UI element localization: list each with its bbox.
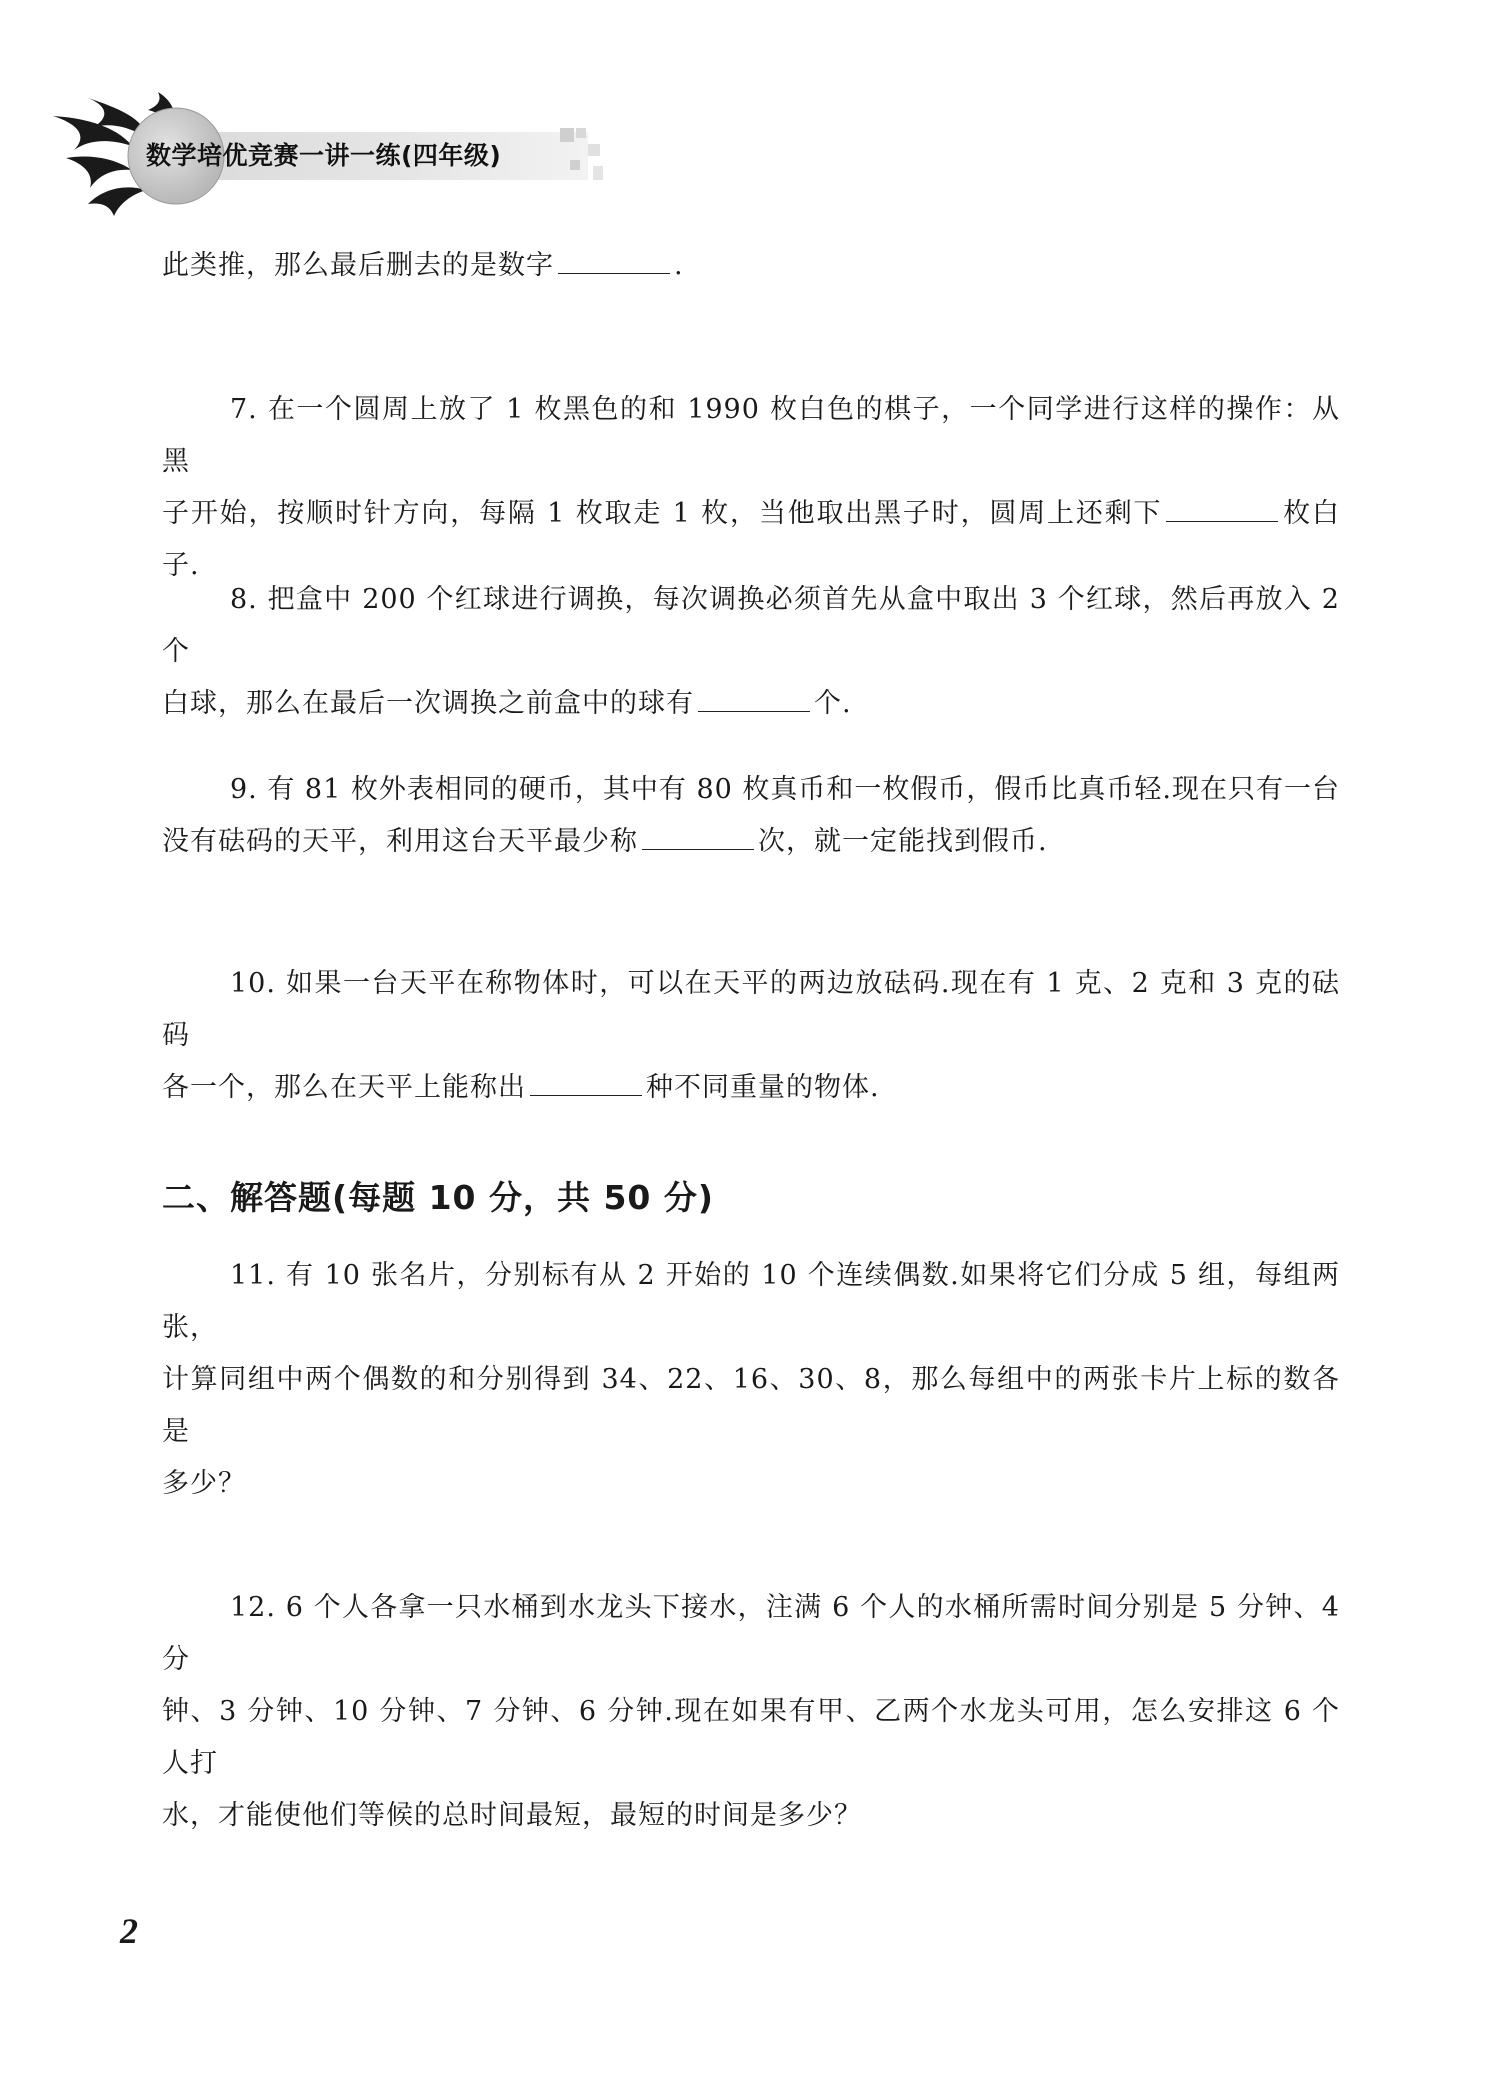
q7-line1: 7. 在一个圆周上放了 1 枚黑色的和 1990 枚白色的棋子，一个同学进行这样的操作：从黑 [162,394,1340,477]
q9-line1: 9. 有 81 枚外表相同的硬币，其中有 80 枚真币和一枚假币，假币比真币轻.现在只有一台 [230,774,1340,805]
header-title: 数学培优竞赛一讲一练(四年级) [146,141,502,170]
answer-blank [1166,491,1278,522]
q8-line2-end: 个. [814,688,852,719]
q12-line2: 钟、3 分钟、10 分钟、7 分钟、6 分钟.现在如果有甲、乙两个水龙头可用，怎么安排这 6 个人打 [162,1696,1340,1779]
section-title: 二、解答题(每题 10 分，共 50 分) [162,1178,714,1217]
answer-blank [530,1065,642,1096]
q9-line2-end: 次，就一定能找到假币. [758,826,1048,857]
question-12 [162,1582,1340,1842]
q10-line2: 各一个，那么在天平上能称出 [162,1072,526,1103]
question-6-tail [162,240,1340,292]
answer-blank [698,681,810,712]
q11-line1: 11. 有 10 张名片，分别标有从 2 开始的 10 个连续偶数.如果将它们分成 5 组，每组两张， [162,1260,1340,1343]
q12-line1: 12. 6 个人各拿一只水桶到水龙头下接水，注满 6 个人的水桶所需时间分别是 5 分钟、4 分 [162,1592,1340,1675]
q10-line2-end: 种不同重量的物体. [646,1072,880,1103]
q10-line1: 10. 如果一台天平在称物体时，可以在天平的两边放砝码.现在有 1 克、2 克和 3 克的砝码 [162,968,1340,1051]
q6-text: 此类推，那么最后删去的是数字 [162,250,554,281]
question-8 [162,574,1340,730]
answer-blank [558,243,670,274]
q9-line2: 没有砝码的天平，利用这台天平最少称 [162,826,638,857]
page-number: 2 [120,1911,138,1951]
answer-blank [642,819,754,850]
question-10 [162,958,1340,1114]
q11-line3: 多少？ [162,1468,246,1499]
q7-line2-end: 枚白子. [162,498,1341,581]
q11-line2: 计算同组中两个偶数的和分别得到 34、22、16、30、8，那么每组中的两张卡片上标的数各是 [162,1364,1340,1447]
page-header [48,88,608,218]
question-9 [162,764,1340,868]
q7-line2: 子开始，按顺时针方向，每隔 1 枚取走 1 枚，当他取出黑子时，圆周上还剩下 [162,498,1163,529]
question-7 [162,384,1340,592]
q6-end: . [674,250,684,281]
q8-line1: 8. 把盒中 200 个红球进行调换，每次调换必须首先从盒中取出 3 个红球，然后再放入 2 个 [162,584,1340,667]
question-11 [162,1250,1340,1510]
q12-line3: 水，才能使他们等候的总时间最短，最短的时间是多少？ [162,1800,862,1831]
q8-line2: 白球，那么在最后一次调换之前盒中的球有 [162,688,694,719]
